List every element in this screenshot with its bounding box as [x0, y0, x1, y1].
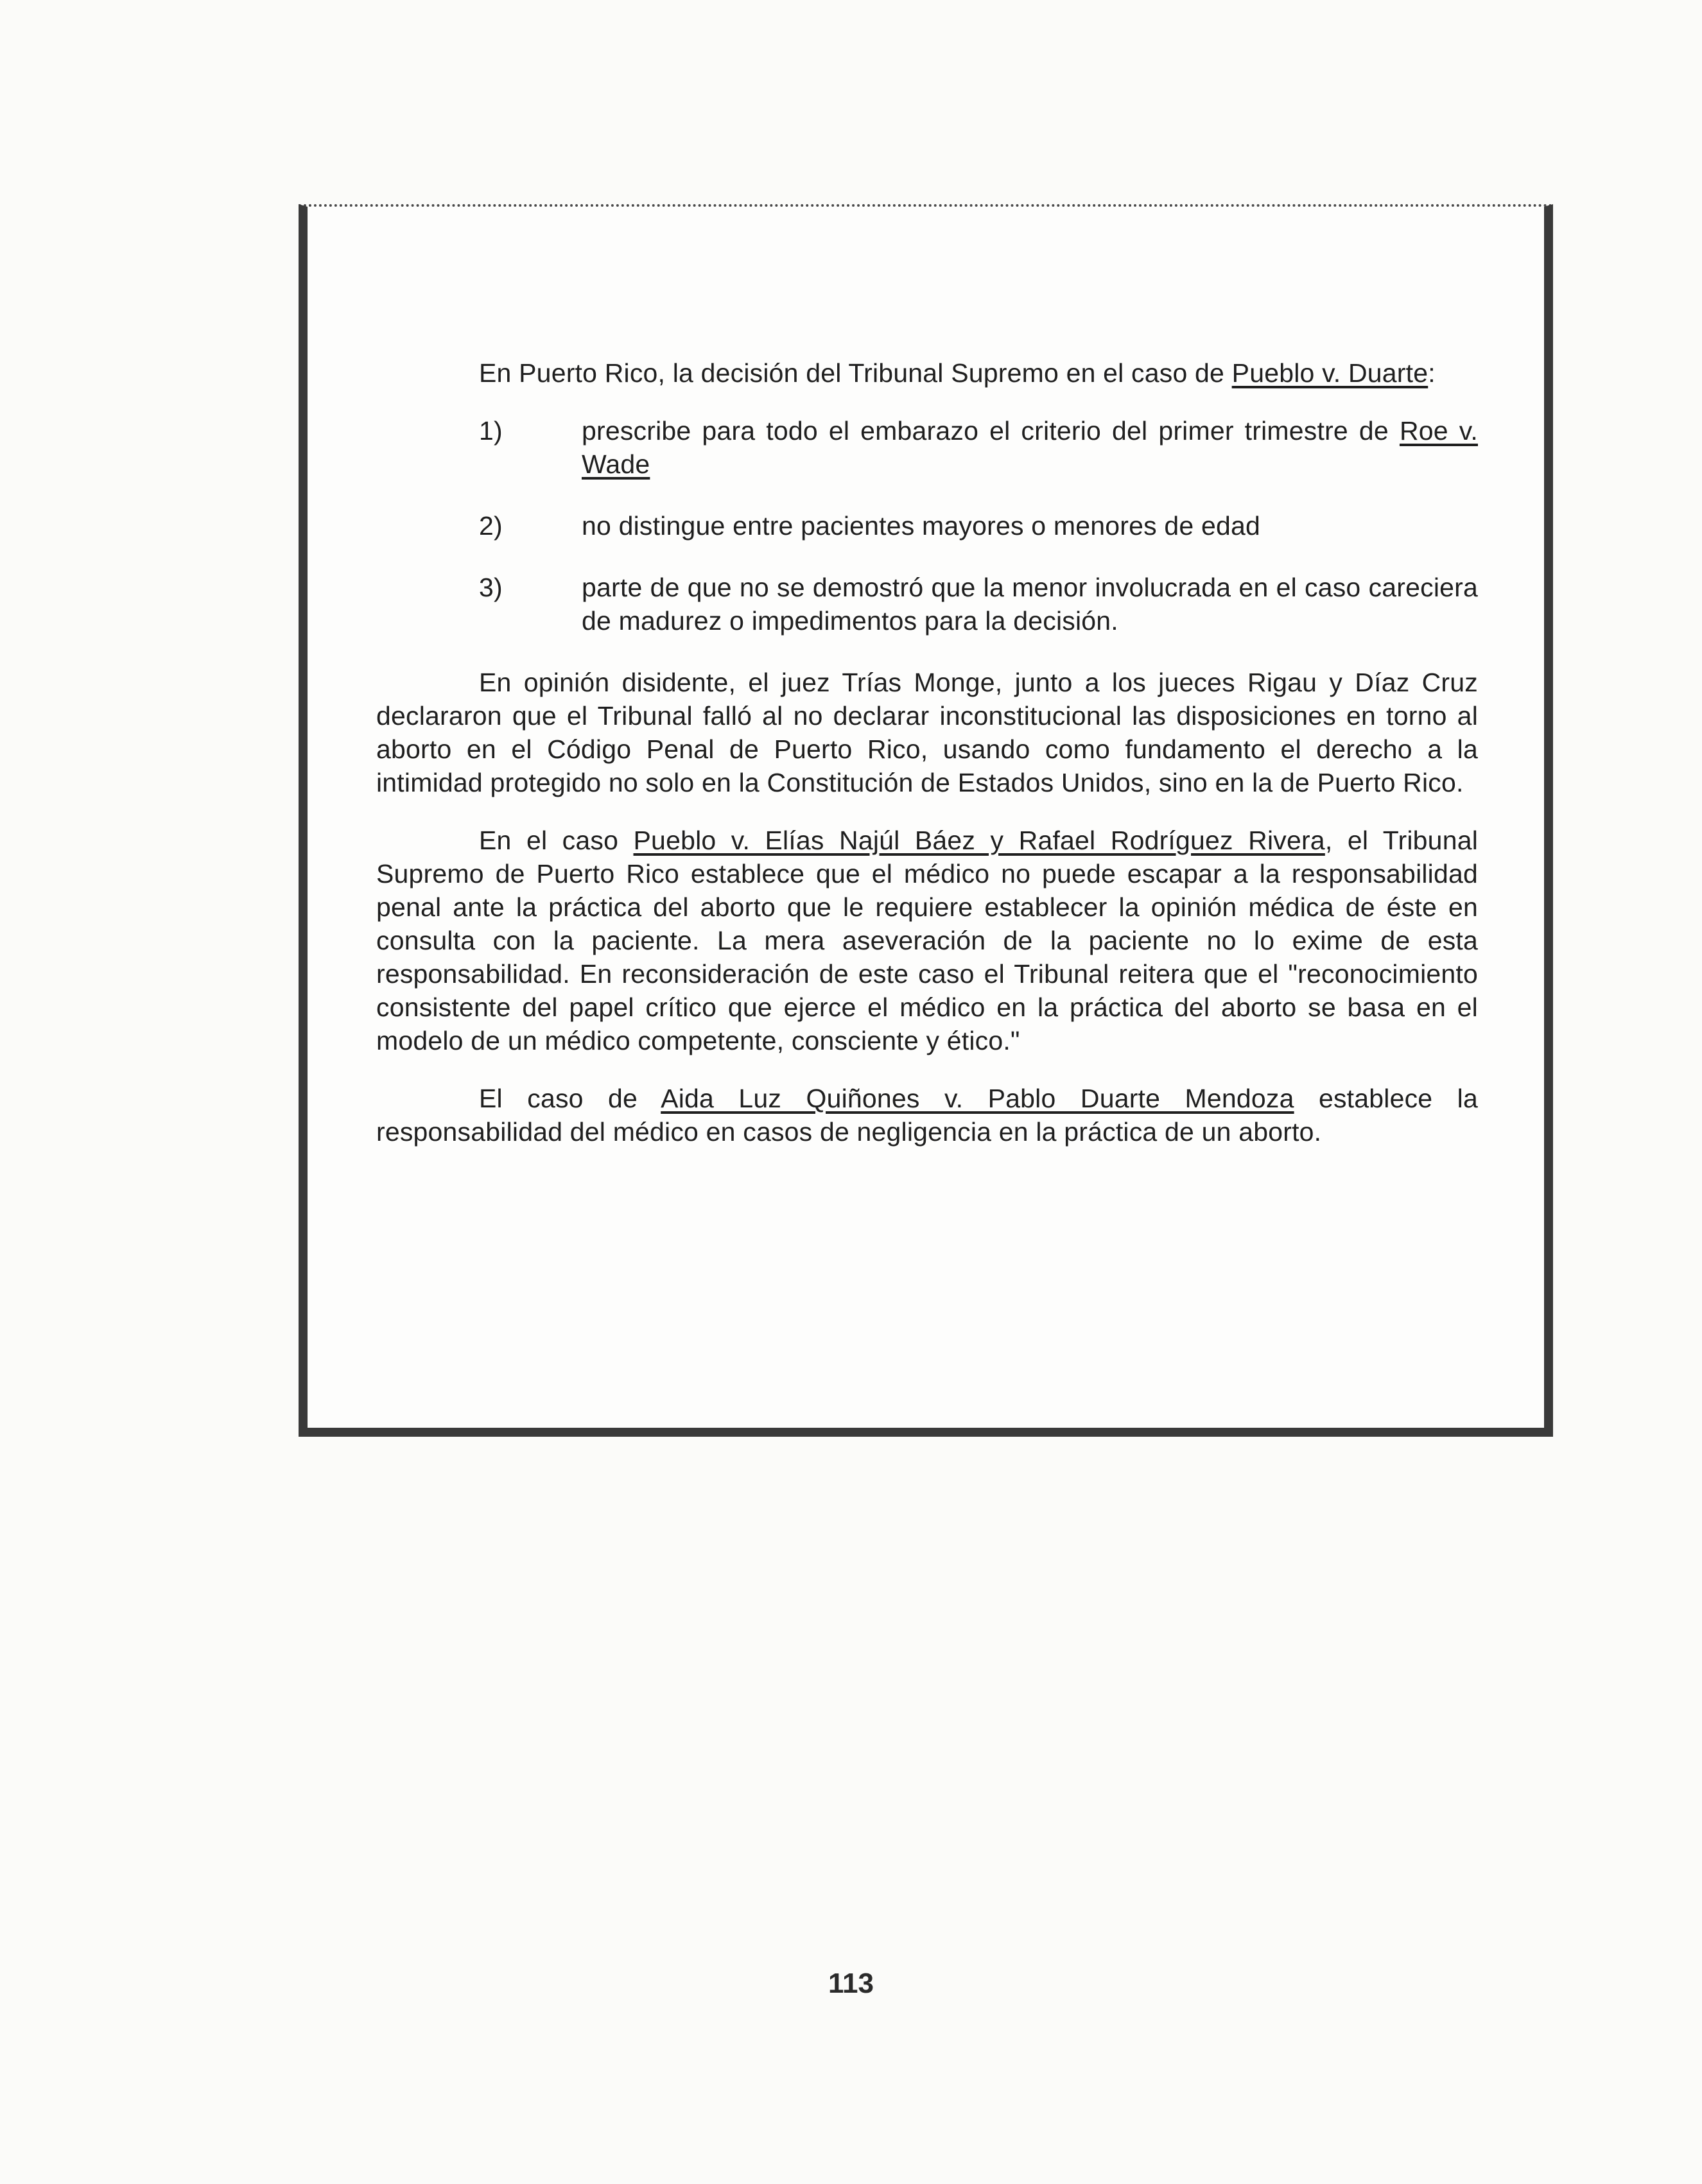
list-item-text: parte de que no se demostró que la menor involucrada en el caso careciera de madurez o impedimentos para la decisión. [582, 573, 1478, 636]
case-name-quinones: Aida Luz Quiñones v. Pablo Duarte Mendoza [661, 1084, 1294, 1113]
paragraph-body: establece la responsabilidad del médico en casos de negligencia en la práctica de un aborto. [376, 1084, 1478, 1147]
list-item [376, 414, 1478, 481]
case-name-roe-wade: Roe v. Wade [582, 416, 1478, 479]
box-content [376, 356, 1478, 1173]
intro-text: En Puerto Rico, la decisión del Tribunal Supremo en el caso de [479, 358, 1232, 388]
paragraph-intro [376, 356, 1478, 390]
list-item-number: 2) [479, 511, 503, 541]
page-number: 113 [828, 1968, 874, 1999]
paragraph-lead: En el caso [479, 826, 634, 855]
case-name-pueblo-duarte: Pueblo v. Duarte [1231, 358, 1428, 388]
paragraph-dissent: En opinión disidente, el juez Trías Monge, junto a los jueces Rigau y Díaz Cruz declararon que el Tribunal falló al no declarar inconstitucional las disposiciones en torno al aborto en el Código Penal de Puerto Rico, usando como fundamento el derecho a la intimidad protegido no solo en la Constitución de Estados Unidos, sino en la de Puerto Rico. [376, 668, 1478, 797]
case-name-najul-baez: Pueblo v. Elías Najúl Báez y Rafael Rodríguez Rivera [633, 826, 1325, 855]
paragraph-body: , el Tribunal Supremo de Puerto Rico establece que el médico no puede escapar a la responsabilidad penal ante la práctica del aborto que le requiere establecer la opinión médica de éste en consulta con la paciente. La mera aseveración de la paciente no lo exime de esta responsabilidad. En reconsideración de este caso el Tribunal reitera que el "reconocimiento consistente del papel crítico que ejerce el médico en la práctica del aborto se basa en el modelo de un médico competente, consciente y ético." [376, 826, 1479, 1055]
intro-colon: : [1428, 358, 1436, 388]
list-item [376, 571, 1478, 637]
list-item-number: 3) [479, 573, 503, 602]
paragraph-quinones [376, 1082, 1478, 1148]
paragraph-lead: El caso de [479, 1084, 661, 1113]
list-item-number: 1) [479, 416, 503, 446]
numbered-list [376, 414, 1478, 637]
list-item [376, 509, 1478, 542]
paragraph-najul-baez [376, 824, 1478, 1057]
list-item-text [582, 414, 1478, 481]
list-item-body: prescribe para todo el embarazo el criterio del primer trimestre de [582, 416, 1400, 446]
list-item-text: no distingue entre pacientes mayores o menores de edad [582, 511, 1260, 541]
